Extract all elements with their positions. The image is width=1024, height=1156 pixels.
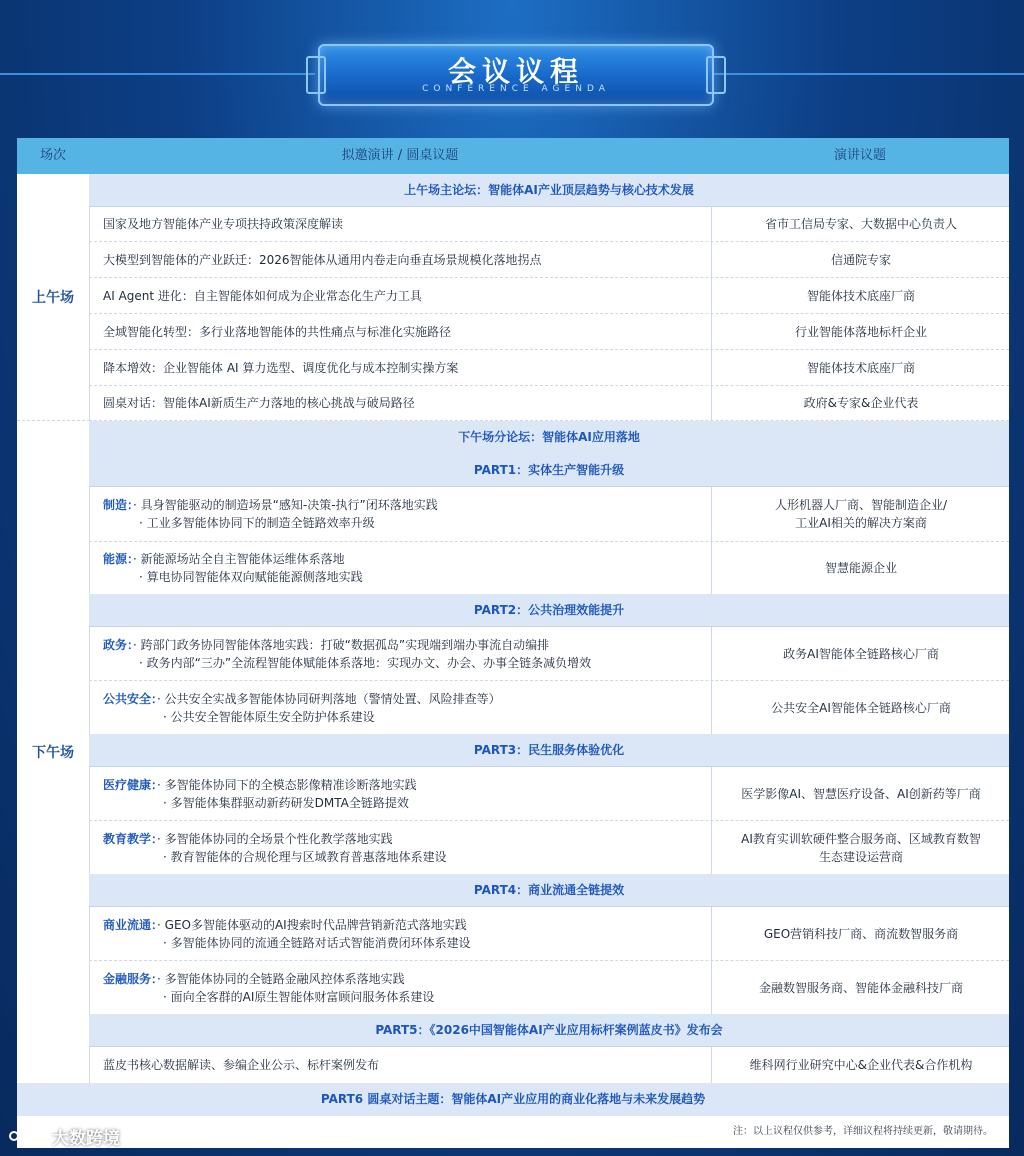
row-speaker: 省市工信局专家、大数据中心负责人 xyxy=(764,216,957,231)
agenda-table xyxy=(17,138,1009,1148)
row-speaker: 人形机器人厂商、智能制造企业/ xyxy=(774,498,948,512)
row-speaker: 医学影像AI、智慧医疗设备、AI创新药等厂商 xyxy=(741,786,981,801)
row-item: · 公共安全智能体原生安全防护体系建设 xyxy=(163,709,375,724)
table-row xyxy=(89,278,1009,314)
row-item: · 跨部门政务协同智能体落地实践：打破“数据孤岛”实现端到端办事流自动编排 xyxy=(133,637,550,652)
row-category: 政务： xyxy=(103,637,134,652)
table-row xyxy=(89,821,1009,875)
column-header-session: 场次 xyxy=(39,148,66,163)
row-item: · 多智能体协同的全链路金融风控体系落地实践 xyxy=(157,971,405,986)
page-subtitle: CONFERENCE AGENDA xyxy=(422,84,610,94)
row-speaker: 政务AI智能体全链路核心厂商 xyxy=(783,646,939,661)
row-item: · GEO多智能体驱动的AI搜索时代品牌营销新范式落地实践 xyxy=(157,917,467,932)
table-row xyxy=(89,907,1009,961)
row-speaker: 政府&专家&企业代表 xyxy=(803,396,919,410)
row-item: · 新能源场站全自主智能体运维体系落地 xyxy=(133,552,345,566)
row-speaker: 工业AI相关的解决方案商 xyxy=(795,516,927,530)
afternoon-forum-title: 下午场分论坛：智能体AI应用落地 xyxy=(89,421,1009,455)
row-category: 教育教学： xyxy=(103,831,158,846)
morning-forum-title: 上午场主论坛：智能体AI产业顶层趋势与核心技术发展 xyxy=(89,174,1009,207)
part3-title: PART3：民生服务体验优化 xyxy=(89,734,1009,767)
table-row xyxy=(89,314,1009,350)
column-header-topic: 拟邀演讲 / 圆桌议题 xyxy=(341,148,459,163)
column-header-speaker: 演讲议题 xyxy=(833,148,886,163)
table-header xyxy=(17,138,1009,174)
row-item: · 多智能体协同的流通全链路对话式智能消费闭环体系建设 xyxy=(163,935,471,950)
row-item: · 政务内部“三办”全流程智能体赋能体系落地：实现办文、办会、办事全链条减负增效 xyxy=(139,655,592,670)
row-speaker: 行业智能体落地标杆企业 xyxy=(794,324,927,339)
row-speaker: 智能体技术底座厂商 xyxy=(806,288,915,303)
row-speaker: GEO营销科技厂商、商流数智服务商 xyxy=(763,926,959,941)
table-row xyxy=(89,1047,1009,1084)
table-row xyxy=(89,350,1009,386)
session-morning: 上午场 xyxy=(17,174,90,421)
row-item: · 多智能体协同下的全模态影像精准诊断落地实践 xyxy=(157,777,417,792)
row-item: · 多智能体协同的全场景个性化教学落地实践 xyxy=(157,831,393,846)
row-item: · 算电协同智能体双向赋能能源侧落地实践 xyxy=(139,570,363,584)
row-category: 商业流通： xyxy=(103,917,158,932)
row-item: · 具身智能驱动的制造场景“感知-决策-执行”闭环落地实践 xyxy=(133,498,438,512)
row-category: 公共安全： xyxy=(103,691,158,706)
row-topic: 圆桌对话：智能体AI新质生产力落地的核心挑战与破局路径 xyxy=(103,396,415,410)
table-row xyxy=(89,767,1009,821)
table-row xyxy=(89,242,1009,278)
row-speaker: 生态建设运营商 xyxy=(818,849,903,864)
part1-title: PART1：实体生产智能升级 xyxy=(89,454,1009,487)
row-speaker: 智能体技术底座厂商 xyxy=(806,360,915,375)
row-speaker: AI教育实训软硬件整合服务商、区域教育数智 xyxy=(741,831,981,846)
row-item: · 公共安全实战多智能体协同研判落地（警情处置、风险排查等） xyxy=(157,691,501,706)
table-row xyxy=(89,681,1009,735)
table-row xyxy=(89,386,1009,421)
table-row xyxy=(89,206,1009,242)
row-topic: 降本增效：企业智能体 AI 算力选型、调度优化与成本控制实操方案 xyxy=(103,360,459,375)
row-item: · 教育智能体的合规伦理与区域教育普惠落地体系建设 xyxy=(163,849,447,864)
banner-left-line xyxy=(0,73,315,75)
row-topic: AI Agent 进化：自主智能体如何成为企业常态化生产力工具 xyxy=(103,288,422,303)
row-category: 能源： xyxy=(103,552,134,566)
row-item: · 工业多智能体协同下的制造全链路效率升级 xyxy=(139,516,375,530)
table-row xyxy=(89,627,1009,681)
part4-title: PART4：商业流通全链提效 xyxy=(89,874,1009,907)
table-row xyxy=(89,961,1009,1015)
table-row xyxy=(89,487,1009,542)
session-afternoon: 下午场 xyxy=(17,420,90,1083)
part5-title: PART5：《2026中国智能体AI产业应用标杆案例蓝皮书》发布会 xyxy=(89,1014,1009,1047)
row-speaker: 金融数智服务商、智能体金融科技厂商 xyxy=(758,980,963,995)
part6-title: PART6 圆桌对话主题：智能体AI产业应用的商业化落地与未来发展趋势 xyxy=(17,1083,1009,1117)
row-speaker: 维科网行业研究中心&企业代表&合作机构 xyxy=(749,1058,973,1072)
part2-title: PART2：公共治理效能提升 xyxy=(89,594,1009,627)
row-topic: 大模型到智能体的产业跃迁：2026智能体从通用内卷走向垂直场景规模化落地拐点 xyxy=(103,252,542,267)
row-item: · 多智能体集群驱动新药研发DMTA全链路提效 xyxy=(163,795,409,810)
row-category: 制造： xyxy=(103,498,134,512)
page-title: 会议议程 xyxy=(447,55,584,88)
row-category: 金融服务： xyxy=(103,971,158,986)
row-topic: 全域智能化转型：多行业落地智能体的共性痛点与标准化实施路径 xyxy=(103,324,452,339)
row-topic: 国家及地方智能体产业专项扶持政策深度解读 xyxy=(103,216,344,231)
row-speaker: 信通院专家 xyxy=(830,252,891,267)
title-banner xyxy=(318,44,714,106)
row-speaker: 公共安全AI智能体全链路核心厂商 xyxy=(771,700,951,715)
row-item: · 面向全客群的AI原生智能体财富顾问服务体系建设 xyxy=(163,989,435,1004)
watermark-logo-icon xyxy=(8,1126,54,1146)
row-speaker: 智慧能源企业 xyxy=(824,561,897,575)
agenda-note: 注：以上议程仅供参考，详细议程将持续更新，敬请期待。 xyxy=(17,1116,1009,1148)
row-category: 医疗健康： xyxy=(103,777,158,792)
table-row xyxy=(89,542,1009,595)
row-topic: 蓝皮书核心数据解读、参编企业公示、标杆案例发布 xyxy=(103,1058,380,1072)
banner-right-line xyxy=(712,73,1024,75)
watermark-text: 大数跨境 xyxy=(52,1129,120,1149)
